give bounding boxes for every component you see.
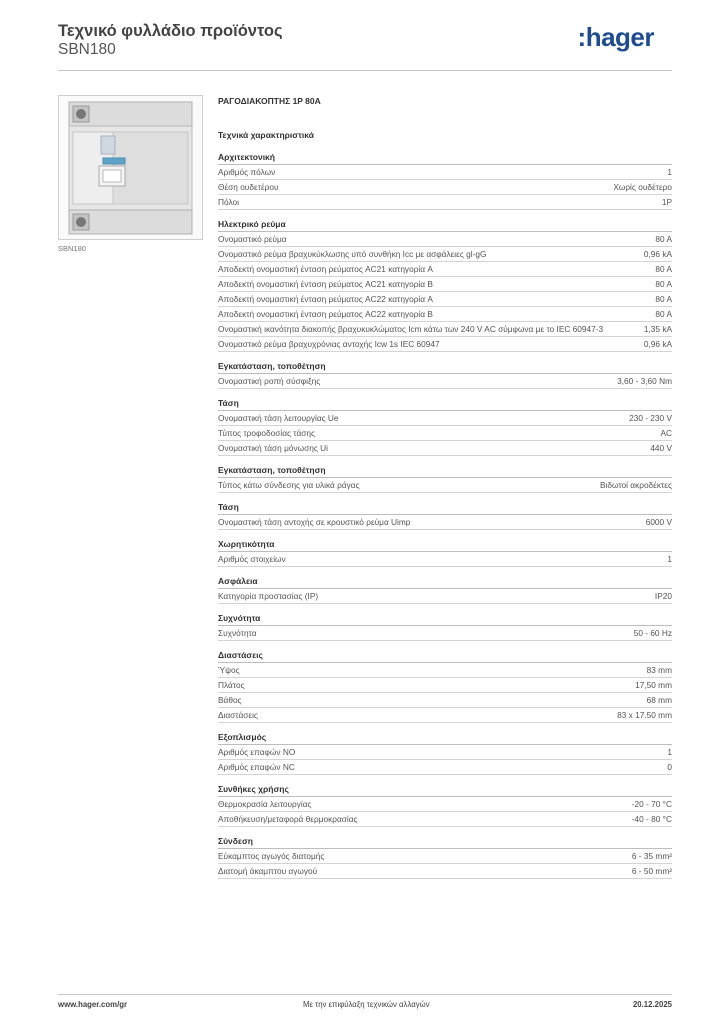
spec-label: Συχνότητα (218, 628, 257, 638)
spec-label: Αποδεκτή ονομαστική ένταση ρεύματος AC21 κατηγορία A (218, 264, 433, 274)
spec-label: Αριθμός επαφών NO (218, 747, 296, 757)
footer-date: 20.12.2025 (632, 1000, 672, 1009)
spec-group-title: Συνθήκες χρήσης (218, 784, 672, 797)
spec-label: Ονομαστική τάση μόνωσης Ui (218, 443, 328, 453)
spec-value: 80 A (655, 279, 672, 289)
spec-value: 1 (667, 747, 672, 757)
spec-group (218, 361, 672, 389)
spec-row (218, 292, 672, 307)
spec-row (218, 849, 672, 864)
spec-row (218, 626, 672, 641)
spec-value: 0,96 kA (643, 339, 672, 349)
spec-row (218, 337, 672, 352)
product-name: ΡΑΓΟΔΙΑΚΟΠΤΗΣ 1P 80A (218, 96, 321, 106)
spec-value: 1,35 kA (643, 324, 672, 334)
spec-groups (218, 152, 672, 879)
spec-group (218, 650, 672, 723)
spec-group (218, 732, 672, 775)
spec-row (218, 262, 672, 277)
spec-group-title: Εγκατάσταση, τοποθέτηση (218, 361, 672, 374)
spec-value: 83 mm (646, 665, 672, 675)
spec-label: Κατηγορία προστασίας (IP) (218, 591, 319, 601)
spec-row (218, 322, 672, 337)
footer-website[interactable]: www.hager.com/gr (58, 1000, 128, 1009)
spec-row (218, 693, 672, 708)
spec-value: 83 x 17.50 mm (617, 710, 672, 720)
spec-label: Αποθήκευση/μεταφορά θερμοκρασίας (218, 814, 358, 824)
section-heading: Τεχνικά χαρακτηριστικά (218, 130, 314, 140)
spec-value: 1 (667, 554, 672, 564)
spec-value: 6 - 50 mm² (631, 866, 672, 876)
spec-row (218, 247, 672, 262)
spec-row (218, 552, 672, 567)
spec-value: Χωρίς ουδέτερο (613, 182, 672, 192)
spec-value: 80 A (655, 294, 672, 304)
spec-content (218, 96, 672, 888)
spec-label: Ονομαστική τάση λειτουργίας Ue (218, 413, 339, 423)
spec-row (218, 195, 672, 210)
spec-group-title: Ηλεκτρικό ρεύμα (218, 219, 672, 232)
spec-value: 80 A (655, 309, 672, 319)
spec-group-title: Ασφάλεια (218, 576, 672, 589)
spec-value: 50 - 60 Hz (633, 628, 672, 638)
spec-value: -40 - 80 °C (631, 814, 672, 824)
spec-row (218, 760, 672, 775)
page-footer (58, 994, 672, 1013)
spec-group (218, 398, 672, 456)
photo-caption: SBN180 (58, 244, 86, 253)
spec-label: Ονομαστική ροπή σύσφιξης (218, 376, 321, 386)
spec-group-title: Χωρητικότητα (218, 539, 672, 552)
spec-label: Ονομαστική ικανότητα διακοπής βραχυκυκλώματος Icm κάτω των 240 V AC σύμφωνα με το IEC 60947-3 (218, 324, 604, 334)
spec-label: Θερμοκρασία λειτουργίας (218, 799, 312, 809)
spec-label: Πόλοι (218, 197, 239, 207)
spec-row (218, 374, 672, 389)
spec-group-title: Αρχιτεκτονική (218, 152, 672, 165)
spec-label: Διατομή άκαμπτου αγωγού (218, 866, 318, 876)
hager-logo: :hager (577, 22, 654, 52)
spec-value: 440 V (650, 443, 672, 453)
spec-value: 230 - 230 V (629, 413, 672, 423)
spec-value: 0,96 kA (643, 249, 672, 259)
spec-group-title: Τάση (218, 398, 672, 411)
page-header (58, 22, 672, 71)
spec-row (218, 745, 672, 760)
spec-row (218, 180, 672, 195)
spec-group (218, 784, 672, 827)
spec-group-title: Εξοπλισμός (218, 732, 672, 745)
spec-label: Διαστάσεις (218, 710, 258, 720)
spec-group (218, 219, 672, 352)
spec-label: Εύκαμπτος αγωγός διατομής (218, 851, 325, 861)
spec-label: Ονομαστικό ρεύμα βραχυκύκλωσης υπό συνθήκη Icc με ασφάλειες gl-gG (218, 249, 487, 259)
circuit-breaker-icon (59, 96, 202, 239)
spec-row (218, 277, 672, 292)
spec-group (218, 613, 672, 641)
spec-value: IP20 (654, 591, 672, 601)
spec-row (218, 812, 672, 827)
spec-value: 80 A (655, 234, 672, 244)
spec-label: Πλάτος (218, 680, 245, 690)
spec-value: 3,60 - 3,60 Nm (617, 376, 672, 386)
spec-row (218, 411, 672, 426)
spec-label: Ονομαστική τάση αντοχής σε κρουστικό ρεύμα Uimp (218, 517, 411, 527)
product-model: SBN180 (58, 41, 116, 58)
spec-group (218, 152, 672, 210)
spec-row (218, 864, 672, 879)
footer-note: Με την επιφύλαξη τεχνικών αλλαγών (303, 1000, 430, 1009)
spec-value: 0 (667, 762, 672, 772)
spec-label: Τύπος κάτω σύνδεσης για υλικά ράγας (218, 480, 360, 490)
spec-label: Τύπος τροφοδοσίας τάσης (218, 428, 316, 438)
spec-value: 80 A (655, 264, 672, 274)
document-title: Τεχνικό φυλλάδιο προϊόντος (58, 22, 283, 40)
spec-value: -20 - 70 °C (631, 799, 672, 809)
spec-group-title: Εγκατάσταση, τοποθέτηση (218, 465, 672, 478)
spec-value: AC (660, 428, 672, 438)
spec-group (218, 465, 672, 493)
spec-row (218, 797, 672, 812)
spec-row (218, 478, 672, 493)
spec-row (218, 232, 672, 247)
spec-row (218, 708, 672, 723)
spec-row (218, 589, 672, 604)
spec-label: Ονομαστικό ρεύμα βραχυχρόνιας αντοχής Icw 1s IEC 60947 (218, 339, 440, 349)
spec-label: Θέση ουδετέρου (218, 182, 279, 192)
spec-value: Βιδωτοί ακροδέκτες (600, 480, 672, 490)
spec-group (218, 502, 672, 530)
spec-group-title: Διαστάσεις (218, 650, 672, 663)
spec-label: Αριθμός στοιχείων (218, 554, 286, 564)
spec-value: 68 mm (646, 695, 672, 705)
spec-group-title: Συχνότητα (218, 613, 672, 626)
spec-group (218, 836, 672, 879)
spec-group (218, 576, 672, 604)
spec-row (218, 515, 672, 530)
spec-row (218, 307, 672, 322)
spec-value: 6 - 35 mm² (631, 851, 672, 861)
spec-label: Αριθμός επαφών NC (218, 762, 295, 772)
spec-label: Βάθος (218, 695, 242, 705)
spec-value: 17,50 mm (635, 680, 672, 690)
spec-value: 6000 V (645, 517, 672, 527)
spec-row (218, 165, 672, 180)
spec-value: 1 (667, 167, 672, 177)
spec-row (218, 663, 672, 678)
spec-label: Αριθμός πόλων (218, 167, 276, 177)
spec-value: 1P (661, 197, 672, 207)
spec-row (218, 426, 672, 441)
spec-label: Ύψος (218, 665, 240, 675)
product-photo (58, 95, 203, 240)
spec-group (218, 539, 672, 567)
spec-label: Αποδεκτή ονομαστική ένταση ρεύματος AC21 κατηγορία B (218, 279, 433, 289)
spec-row (218, 678, 672, 693)
spec-group-title: Σύνδεση (218, 836, 672, 849)
spec-label: Αποδεκτή ονομαστική ένταση ρεύματος AC22 κατηγορία B (218, 309, 433, 319)
spec-group-title: Τάση (218, 502, 672, 515)
spec-label: Αποδεκτή ονομαστική ένταση ρεύματος AC22 κατηγορία A (218, 294, 433, 304)
spec-row (218, 441, 672, 456)
spec-label: Ονομαστικό ρεύμα (218, 234, 287, 244)
